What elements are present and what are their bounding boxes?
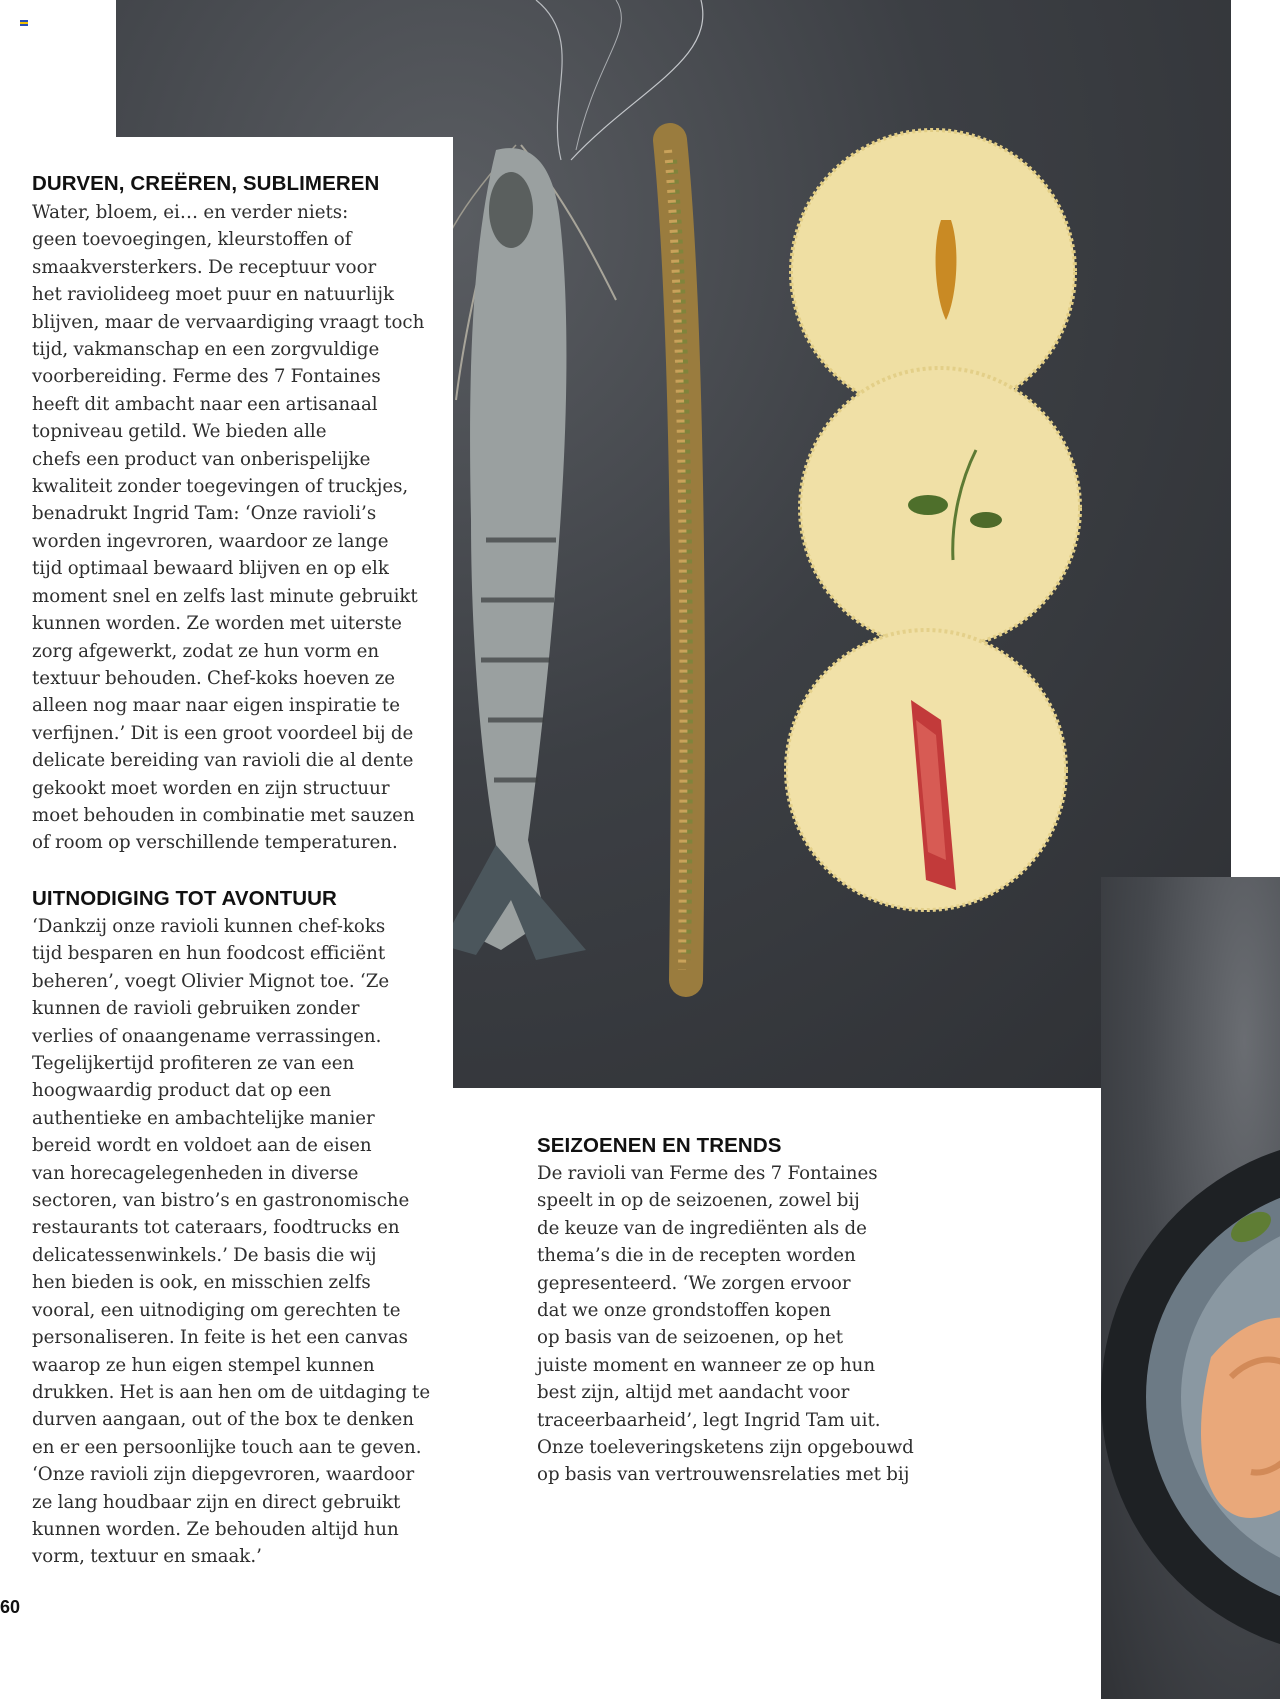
plated-dish-photo (1101, 877, 1280, 1699)
heading-durven: DURVEN, CREËREN, SUBLIMEREN (32, 172, 380, 195)
flag-icon (20, 20, 28, 26)
grain-line (668, 140, 688, 980)
heading-uitnodiging: UITNODIGING TOT AVONTUUR (32, 887, 337, 910)
body-uitnodiging: ‘Dankzij onze ravioli kunnen chef-koks tijd besparen en hun foodcost efficiënt beheren’, voegt Olivier Mignot toe. ‘Ze kunnen de ravioli gebruiken zonder verlies of onaangename verrassingen. Tegelijkertijd profiteren ze van een hoogwaardig product dat op een authentieke en ambachtelijke manier bereid wordt en voldoet aan de eisen van horecagelegenheden in diverse sectoren, van bistro’s en gastronomische restaurants tot cateraars, foodtrucks en delicatessenwinkels.’ De basis die wij hen bieden is ook, en misschien zelfs vooral, een uitnodiging om gerechten te personaliseren. In feite is het een canvas waarop ze hun eigen stempel kunnen drukken. Het is aan hen om de uitdaging te durven aangaan, out of the box te denken en er een persoonlijke touch aan te geven. ‘Onze ravioli zijn diepgevroren, waardoor ze lang houdbaar zijn en direct gebruikt kunnen worden. Ze behouden altijd hun vorm, textuur en smaak.’ (32, 916, 431, 1568)
body-durven: Water, bloem, ei… en verder niets: geen toevoegingen, kleurstoffen of smaakversterkers. De receptuur voor het raviolideeg moet puur en natuurlijk blijven, maar de vervaardiging vraagt toch tijd, vakmanschap en een zorgvuldige voorbereiding. Ferme des 7 Fontaines heeft dit ambacht naar een artisanaal topniveau getild. We bieden alle chefs een product van onberispelijke kwaliteit zonder toegevingen of truckjes, benadrukt Ingrid Tam: ‘Onze ravioli’s worden ingevroren, waardoor ze lange tijd optimaal bewaard blijven en op elk moment snel en zelfs last minute gebruikt kunnen worden. Ze worden met uiterste zorg afgewerkt, zodat ze hun vorm en textuur behouden. Chef-koks hoeven ze alleen nog maar naar eigen inspiratie te verfijnen.’ Dit is een groot voordeel bij de delicate bereiding van ravioli die al dente gekookt moet worden en zijn structuur moet behouden in combinatie met sauzen of room op verschillende temperaturen. (32, 202, 425, 854)
body-seizoenen: De ravioli van Ferme des 7 Fontaines speelt in op de seizoenen, zowel bij de keuze van de ingrediënten als de thema’s die in de recepten worden gepresenteerd. ‘We zorgen ervoor dat we onze grondstoffen kopen op basis van de seizoenen, op het juiste moment en wanneer ze op hun best zijn, altijd met aandacht voor traceerbaarheid’, legt Ingrid Tam uit. Onze toeleveringsketens zijn opgebouwd op basis van vertrouwensrelaties met bij (537, 1163, 914, 1486)
prawn-shape (426, 145, 616, 960)
heading-seizoenen: SEIZOENEN EN TRENDS (537, 1134, 782, 1157)
page-number: 60 (0, 1597, 21, 1617)
ravioli-group (786, 130, 1080, 910)
